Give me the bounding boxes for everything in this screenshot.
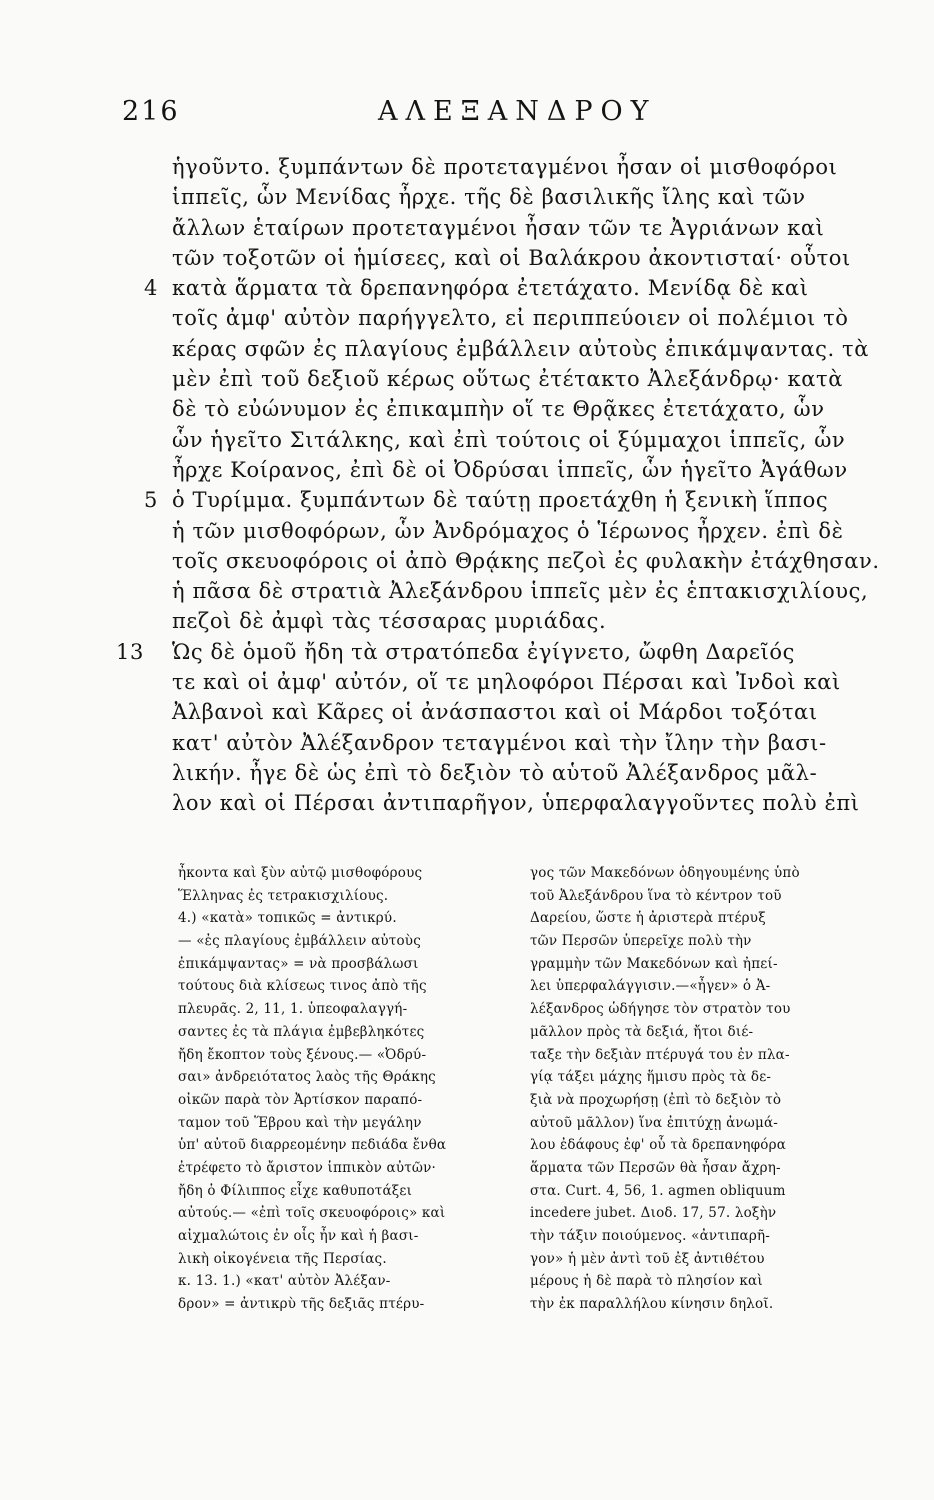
page-header: [0, 96, 934, 146]
text-line: [172, 546, 880, 576]
footnote-line: δρον» = ἀντικρὺ τῆς δεξιᾶς πτέρυ-: [178, 1296, 425, 1313]
text-line-content: ἡγοῦντο. ξυμπάντων δὲ προτεταγμένοι ἦσαν οἱ μισθοφόροι: [172, 155, 838, 179]
text-line-content: δὲ τὸ εὐώνυμον ἐς ἐπικαμπὴν οἵ τε Θρᾷκες ἐτετάχατο, ὧν: [172, 397, 825, 422]
text-line-content: πεζοὶ δὲ ἀμφὶ τὰς τέσσαρας μυριάδας.: [172, 609, 607, 634]
footnote-line: γον» ἡ μὲν ἀντὶ τοῦ ἐξ ἀντιθέτου: [530, 1250, 765, 1267]
footnote-line: οἰκῶν παρὰ τὸν Ἀρτίσκον παραπό-: [178, 1091, 423, 1108]
footnote-line: μέρους ἡ δὲ παρὰ τὸ πλησίον καὶ: [530, 1273, 763, 1290]
text-line-content: ἡ τῶν μισθοφόρων, ὧν Ἀνδρόμαχος ὁ Ἱέρωνος ἦρχεν. ἐπὶ δὲ: [172, 518, 844, 543]
text-line: [172, 243, 852, 273]
text-line: [172, 728, 852, 758]
margin-paragraph-number: 5: [144, 488, 158, 513]
footnotes-right-column: [530, 862, 855, 1316]
text-line-content: ἱππεῖς, ὧν Μενίδας ἦρχε. τῆς δὲ βασιλικῆς ἴλης καὶ τῶν: [172, 185, 806, 210]
footnote-line: αὐτούς.— «ἐπὶ τοῖς σκευοφόροις» καὶ: [178, 1205, 446, 1222]
footnote-line: αὐτοῦ μᾶλλον) ἵνα ἐπιτύχῃ ἀνωμά-: [530, 1114, 779, 1131]
footnote-line: λικὴ οἰκογένεια τῆς Περσίας.: [178, 1250, 387, 1267]
main-text: [116, 152, 880, 819]
footnote-line: στα. Curt. 4, 56, 1. agmen obliquum: [530, 1182, 786, 1199]
footnote-line: γραμμὴν τῶν Μακεδόνων καὶ ἠπεί-: [530, 955, 778, 972]
text-line: [144, 273, 852, 303]
footnote-line: Δαρείου, ὥστε ἡ ἀριστερὰ πτέρυξ: [530, 910, 766, 927]
footnote-line: μᾶλλον πρὸς τὰ δεξιά, ἤτοι διέ-: [530, 1023, 754, 1040]
text-line-content: κατ' αὐτὸν Ἀλέξανδρον τεταγμένοι καὶ τὴν ἴλην τὴν βασι-: [172, 730, 827, 755]
footnote-line: ἤδη ἔκοπτον τοὺς ξένους.— «Ὀδρύ-: [178, 1046, 427, 1063]
text-line-content: ἦρχε Κοίρανος, ἐπὶ δὲ οἱ Ὀδρύσαι ἱππεῖς, ὧν ἡγεῖτο Ἀγάθων: [172, 457, 848, 482]
text-line-content: τῶν τοξοτῶν οἱ ἡμίσεες, καὶ οἱ Βαλάκρου ἀκοντισταί· οὗτοι: [172, 245, 851, 270]
text-line-content: ὧν ἡγεῖτο Σιτάλκης, καὶ ἐπὶ τούτοις οἱ ξύμμαχοι ἱππεῖς, ὧν: [172, 427, 846, 452]
text-line-content: ὁ Τυρίμμα. ξυμπάντων δὲ ταύτῃ προετάχθη ἡ ξενικὴ ἵππος: [172, 488, 829, 513]
footnote-line: ταξε τὴν δεξιὰν πτέρυγά του ἐν πλα-: [530, 1046, 790, 1063]
text-line: [172, 788, 860, 818]
text-line: [144, 485, 852, 515]
text-line: [172, 667, 852, 697]
text-line: [172, 606, 852, 636]
text-line: [172, 576, 869, 606]
text-line-content: Ὡς δὲ ὁμοῦ ἤδη τὰ στρατόπεδα ἐγίγνετο, ὤφθη Δαρεῖός: [172, 639, 795, 664]
footnote-line: κ. 13. 1.) «κατ' αὐτὸν Ἀλέξαν-: [178, 1273, 391, 1290]
footnote-line: αἰχμαλώτοις ἐν οἷς ἦν καὶ ἡ βασι-: [178, 1228, 419, 1244]
text-line-content: κατὰ ἅρματα τὰ δρεπανηφόρα ἐτετάχατο. Μενίδᾳ δὲ καὶ: [172, 276, 809, 301]
footnote-line: πλευρᾶς. 2, 11, 1. ὑπεοφαλαγγή-: [178, 1001, 408, 1018]
footnote-line: τούτους διὰ κλίσεως τινος ἀπὸ τῆς: [178, 978, 427, 995]
text-line-content: λον καὶ οἱ Πέρσαι ἀντιπαρῆγον, ὑπερφαλαγγοῦντες πολὺ ἐπὶ: [172, 791, 860, 816]
footnote-line: γίᾳ τάξει μάχης ἥμισυ πρὸς τὰ δε-: [530, 1069, 772, 1086]
text-line: [172, 455, 852, 485]
footnote-line: λου ἐδάφους ἐφ' οὗ τὰ δρεπανηφόρα: [530, 1137, 787, 1154]
footnote-line: σαντες ἐς τὰ πλάγια ἐμβεβληκότες: [178, 1023, 425, 1040]
text-line-content: Ἀλβανοὶ καὶ Κᾶρες οἱ ἀνάσπαστοι καὶ οἱ Μάρδοι τοξόται: [172, 700, 818, 725]
text-line: [172, 697, 852, 727]
footnote-line: Ἕλληνας ἐς τετρακισχιλίους.: [178, 887, 389, 904]
footnote-line: 4.) «κατὰ» τοπικῶς = ἀντικρύ.: [178, 910, 397, 927]
text-line: [172, 394, 852, 424]
text-line-content: τοῖς σκευοφόροις οἱ ἀπὸ Θρᾴκης πεζοὶ ἐς φυλακὴν ἐτάχθησαν.: [172, 548, 880, 573]
text-line: [172, 182, 852, 212]
footnote-line: ἐτρέφετο τὸ ἄριστον ἱππικὸν αὐτῶν·: [178, 1159, 437, 1176]
footnote-line: ὑπ' αὐτοῦ διαρρεομένην πεδιάδα ἔνθα: [178, 1137, 447, 1154]
page-number: 216: [122, 96, 180, 127]
footnote-line: τὴν ἐκ παραλλήλου κίνησιν δηλοῖ.: [530, 1296, 774, 1313]
footnote-line: σαι» ἀνδρειότατος λαὸς τῆς Θράκης: [178, 1069, 436, 1086]
footnote-line: ἤδη ὁ Φίλιππος εἶχε καθυποτάξει: [178, 1182, 413, 1199]
footnote-line: — «ἐς πλαγίους ἐμβάλλειν αὐτοὺς: [178, 933, 421, 950]
text-line-content: ἄλλων ἑταίρων προτεταγμένοι ἦσαν τῶν τε Ἀγριάνων καὶ: [172, 215, 825, 240]
text-line: [172, 303, 852, 333]
text-line: [172, 152, 852, 182]
footnote-line: λει ὑπερφαλάγγισιν.—«ἦγεν» ὁ Ἀ-: [530, 978, 771, 995]
footnote-line: λέξανδρος ὡδήγησε τὸν στρατὸν του: [530, 1001, 791, 1018]
section-number: 13: [116, 639, 144, 664]
text-line: [172, 425, 852, 455]
margin-paragraph-number: 4: [144, 276, 158, 301]
text-line: [172, 213, 852, 243]
text-line-content: ἡ πᾶσα δὲ στρατιὰ Ἀλεξάνδρου ἱππεῖς μὲν ἐς ἑπτακισχιλίους,: [172, 579, 869, 604]
text-line-content: τοῖς ἀμφ' αὐτὸν παρήγγελτο, εἰ περιππεύοιεν οἱ πολέμιοι τὸ: [172, 306, 849, 331]
footnote-line: ξιὰ νὰ προχωρήσῃ (ἐπὶ τὸ δεξιὸν τὸ: [530, 1091, 782, 1108]
footnote-line: τοῦ Ἀλεξάνδρου ἵνα τὸ κέντρον τοῦ: [530, 887, 782, 904]
footnote-line: γος τῶν Μακεδόνων ὁδηγουμένης ὑπὸ: [530, 865, 800, 881]
text-line: [172, 334, 870, 364]
text-line-content: λικήν. ἦγε δὲ ὡς ἐπὶ τὸ δεξιὸν τὸ αὑτοῦ Ἀλέξανδρος μᾶλ-: [172, 760, 818, 785]
running-head: ΑΛΕΞΑΝΔΡΟΥ: [378, 96, 657, 127]
footnote-line: ταμον τοῦ Ἕβρου καὶ τὴν μεγάλην: [178, 1114, 422, 1131]
footnote-line: incedere jubet. Διοδ. 17, 57. λοξὴν: [530, 1205, 777, 1222]
footnote-line: ἅρματα τῶν Περσῶν θὰ ἦσαν ἄχρη-: [530, 1159, 781, 1176]
text-line-content: κέρας σφῶν ἐς πλαγίους ἐμβάλλειν αὐτοὺς ἐπικάμψαντας. τὰ: [172, 336, 870, 361]
text-line: [172, 758, 852, 788]
text-line: [116, 637, 852, 667]
footnote-line: τὴν τάξιν ποιούμενος. «ἀντιπαρῆ-: [530, 1228, 771, 1244]
text-line: [172, 364, 852, 394]
text-line-content: τε καὶ οἱ ἀμφ' αὐτόν, οἵ τε μηλοφόροι Πέρσαι καὶ Ἰνδοὶ καὶ: [172, 670, 841, 695]
footnote-line: ἐπικάμψαντας» = νὰ προσβάλωσι: [178, 955, 419, 972]
text-line-content: μὲν ἐπὶ τοῦ δεξιοῦ κέρως οὕτως ἐτέτακτο Ἀλεξάνδρῳ· κατὰ: [172, 367, 844, 392]
footnotes-left-column: [178, 862, 503, 1316]
footnote-line: ἦκοντα καὶ ξὺν αὐτῷ μισθοφόρους: [178, 865, 423, 881]
footnote-line: τῶν Περσῶν ὑπερεῖχε πολὺ τὴν: [530, 933, 752, 950]
text-line: [172, 516, 852, 546]
